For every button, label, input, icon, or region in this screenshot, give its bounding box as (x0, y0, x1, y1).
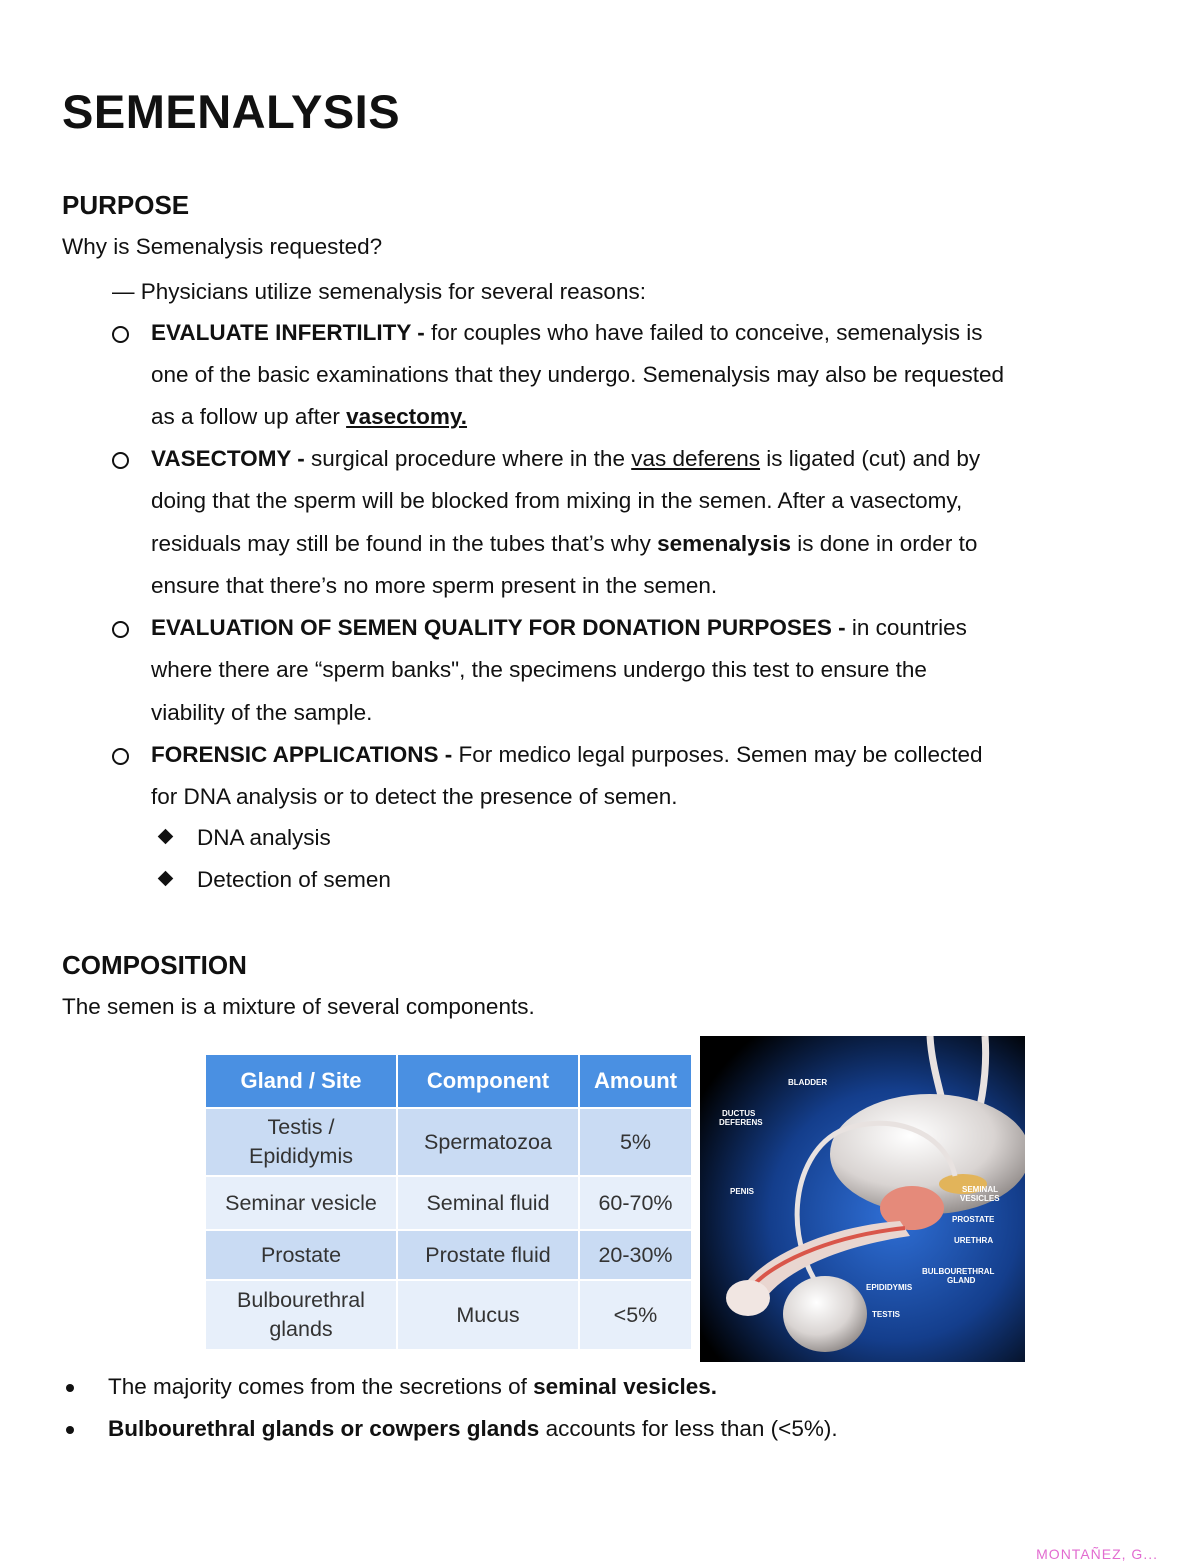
item4-line2: for DNA analysis or to detect the presence of semen. (151, 784, 678, 809)
term-semen-quality: EVALUATION OF SEMEN QUALITY FOR DONATION PURPOSES - (151, 615, 846, 640)
bulbourethral-bold: Bulbourethral glands or cowpers glands (108, 1416, 540, 1441)
vasectomy-link-text: vasectomy. (346, 404, 468, 429)
purpose-heading: PURPOSE (62, 190, 190, 220)
circle-bullet-icon (112, 621, 129, 638)
label-gland: GLAND (947, 1276, 976, 1285)
purpose-intro: — Physicians utilize semenalysis for several reasons: (112, 279, 646, 304)
header-gland: Gland / Site (205, 1054, 397, 1108)
cell-gland: Prostate (205, 1230, 397, 1280)
item-evaluate-infertility (151, 318, 983, 348)
sub-item-detection: Detection of semen (197, 867, 391, 892)
item2-line3 (151, 529, 977, 559)
cell-amount: 5% (579, 1108, 692, 1176)
header-amount: Amount (579, 1054, 692, 1108)
bullet-bulbourethral (108, 1414, 838, 1444)
item3-text: in countries (845, 615, 967, 640)
vas-deferens-text: vas deferens (631, 446, 761, 471)
header-component: Component (397, 1054, 579, 1108)
diamond-bullet-icon (158, 871, 174, 887)
composition-heading: COMPOSITION (62, 950, 247, 980)
item4-text: For medico legal purposes. Semen may be collected (452, 742, 983, 767)
circle-bullet-icon (112, 452, 129, 469)
cell-amount: 60-70% (579, 1176, 692, 1230)
seminal-vesicles-bold: seminal vesicles. (533, 1374, 718, 1399)
label-epididymis: EPIDIDYMIS (866, 1283, 913, 1292)
cell-gland: Seminar vesicle (205, 1176, 397, 1230)
label-bulbourethral: BULBOURETHRAL (922, 1267, 995, 1276)
table-row (205, 1108, 692, 1176)
sub-item-dna: DNA analysis (197, 825, 331, 850)
item-vasectomy (151, 444, 980, 474)
diamond-bullet-icon (158, 829, 174, 845)
cell-component: Mucus (397, 1280, 579, 1350)
item2-text-c: is ligated (cut) and by (760, 446, 981, 471)
item1-text: for couples who have failed to conceive, semenalysis is (424, 320, 983, 345)
item2-text-a: surgical procedure where in the (304, 446, 632, 471)
table-row (205, 1230, 692, 1280)
cell-component: Seminal fluid (397, 1176, 579, 1230)
cell-gland: Testis / Epididymis (205, 1108, 397, 1176)
item-semen-quality (151, 613, 967, 643)
label-deferens: DEFERENS (719, 1118, 763, 1127)
male-reproductive-diagram (700, 1036, 1025, 1362)
circle-bullet-icon (112, 326, 129, 343)
page-title: SEMENALYSIS (62, 85, 401, 138)
table-row (205, 1176, 692, 1230)
bullet-dot-icon (66, 1426, 74, 1434)
footer-author: MONTAÑEZ, G... (1036, 1546, 1158, 1562)
term-forensic: FORENSIC APPLICATIONS - (151, 742, 453, 767)
bullet2-text: accounts for less than (<5%). (539, 1416, 838, 1441)
item2-line2: doing that the sperm will be blocked from mixing in the semen. After a vasectomy, (151, 488, 963, 513)
cell-component: Prostate fluid (397, 1230, 579, 1280)
item2-line4: ensure that there’s no more sperm present in the semen. (151, 573, 718, 598)
table-row (205, 1280, 692, 1350)
term-evaluate-infertility: EVALUATE INFERTILITY - (151, 320, 425, 345)
composition-intro: The semen is a mixture of several components. (62, 994, 535, 1019)
table-header-row (205, 1054, 692, 1108)
item2-line3-end: is done in order to (790, 531, 978, 556)
label-seminal: SEMINAL (962, 1185, 998, 1194)
label-urethra: URETHRA (954, 1236, 994, 1245)
label-bladder: BLADDER (788, 1078, 828, 1087)
label-ductus: DUCTUS (722, 1109, 756, 1118)
item3-line2: where there are “sperm banks", the specimens undergo this test to ensure the (151, 657, 927, 682)
term-vasectomy: VASECTOMY - (151, 446, 305, 471)
item1-line3 (151, 402, 467, 432)
purpose-question: Why is Semenalysis requested? (62, 234, 383, 259)
bullet-majority (108, 1372, 717, 1402)
composition-table (204, 1053, 693, 1351)
item1-line3-text: as a follow up after (151, 404, 347, 429)
item-forensic (151, 740, 983, 770)
label-prostate: PROSTATE (952, 1215, 995, 1224)
label-vesicles: VESICLES (960, 1194, 1000, 1203)
cell-amount: <5% (579, 1280, 692, 1350)
cell-gland: Bulbourethral glands (205, 1280, 397, 1350)
bullet-dot-icon (66, 1384, 74, 1392)
item2-line3-text: residuals may still be found in the tubes that’s why (151, 531, 658, 556)
cell-component: Spermatozoa (397, 1108, 579, 1176)
cell-amount: 20-30% (579, 1230, 692, 1280)
anatomy-illustration (700, 1036, 1025, 1362)
semenalysis-bold: semenalysis (657, 531, 791, 556)
circle-bullet-icon (112, 748, 129, 765)
item3-line3: viability of the sample. (151, 700, 373, 725)
label-testis: TESTIS (872, 1310, 901, 1319)
item1-line2: one of the basic examinations that they undergo. Semenalysis may also be requested (151, 362, 1005, 387)
bullet1-text: The majority comes from the secretions of (108, 1374, 534, 1399)
label-penis: PENIS (730, 1187, 755, 1196)
